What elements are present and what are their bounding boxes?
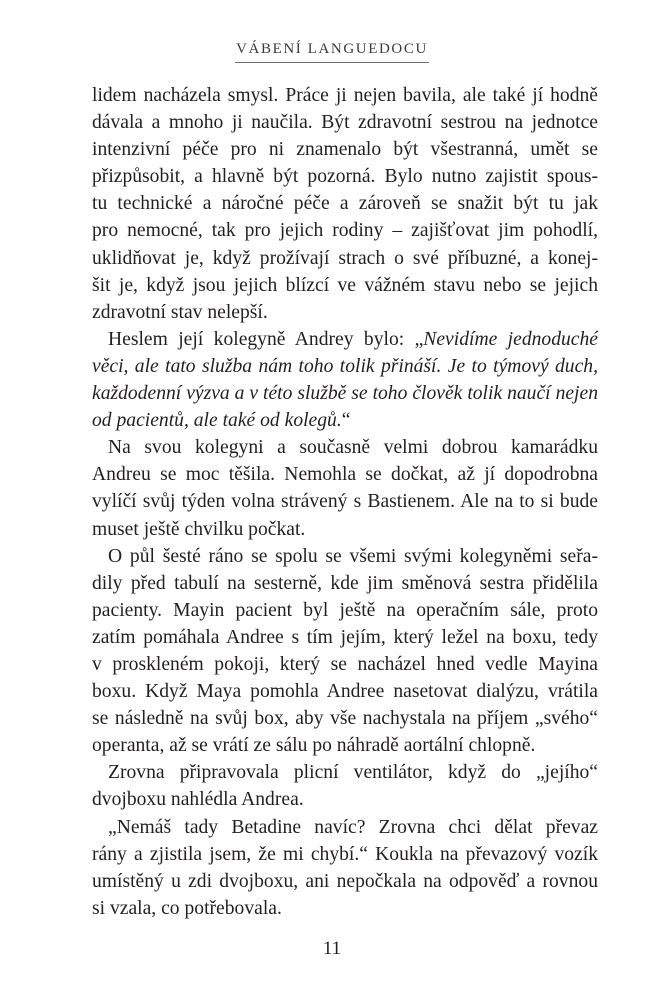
italic-text-segment: Nevidíme jednoduché — [423, 328, 598, 350]
text-segment: dávala a mnoho ji naučila. Být zdravotní sestrou na jednotce — [92, 112, 598, 134]
text-line — [92, 651, 598, 678]
text-segment: vylíčí svůj týden volna strávený s Bastienem. Ale na to si bude — [92, 491, 598, 513]
text-segment: umístěný u zdi dvojboxu, ani nepočkala na odpověď a rovnou — [92, 870, 598, 892]
text-line — [92, 841, 598, 868]
text-segment: intenzivní péče pro ni znamenalo být všestranná, umět se — [92, 139, 598, 161]
text-line — [92, 868, 598, 895]
text-segment: přizpůsobit, a hlavně být pozorná. Bylo nutno zajistit spous- — [92, 166, 598, 188]
text-line — [92, 272, 598, 299]
text-segment: operanta, až se vrátí ze sálu po náhradě aortální chlopně. — [92, 735, 536, 757]
text-segment: v proskleném pokoji, který se nacházel hned vedle Mayina — [92, 653, 598, 675]
text-line — [92, 326, 598, 353]
text-line — [92, 732, 598, 759]
text-segment: „Nemáš tady Betadine navíc? Zrovna chci dělat převaz — [108, 816, 598, 838]
text-segment: se následně na svůj box, aby vše nachystala na příjem „svého“ — [92, 708, 598, 730]
text-line — [92, 597, 598, 624]
text-line — [92, 245, 598, 272]
page-number: 11 — [322, 938, 342, 959]
text-line — [92, 488, 598, 515]
italic-text-segment: od pacientů, ale také od kolegů. — [92, 410, 342, 432]
text-segment: pacienty. Mayin pacient byl ještě na operačním sále, proto — [92, 599, 598, 621]
text-segment: dvojboxu nahlédla Andrea. — [92, 789, 304, 811]
text-segment: rány a zjistila jsem, že mi chybí.“ Koukla na převazový vozík — [92, 843, 598, 865]
text-line — [92, 759, 598, 786]
text-line — [92, 163, 598, 190]
text-line — [92, 461, 598, 488]
text-line — [92, 190, 598, 217]
running-head-title: VÁBENÍ LANGUEDOCU — [235, 39, 429, 63]
text-line — [92, 407, 598, 434]
text-segment: lidem nacházela smysl. Práce ji nejen bavila, ale také jí hodně — [92, 85, 598, 106]
running-head — [0, 38, 664, 63]
text-line — [92, 109, 598, 136]
text-line — [92, 678, 598, 705]
text-line — [92, 217, 598, 244]
text-segment: Zrovna připravovala plicní ventilátor, když do „jejího“ — [108, 762, 598, 784]
body-text — [92, 82, 598, 922]
text-line — [92, 516, 598, 543]
text-line — [92, 895, 598, 922]
text-line — [92, 353, 598, 380]
text-line — [92, 786, 598, 813]
text-segment: Andreu se moc těšila. Nemohla se dočkat, až jí dopodrobna — [92, 464, 598, 486]
text-segment: muset ještě chvilku počkat. — [92, 518, 306, 540]
text-line — [92, 82, 598, 109]
text-line — [92, 543, 598, 570]
text-line — [92, 814, 598, 841]
text-segment: dily před tabulí na sesterně, kde jim směnová sestra přidělila — [92, 572, 598, 594]
text-line — [92, 434, 598, 461]
text-line — [92, 380, 598, 407]
text-segment: O půl šesté ráno se spolu se všemi svými kolegyněmi seřa- — [108, 545, 598, 567]
text-line — [92, 570, 598, 597]
text-segment: šit je, když jsou jejich blízcí ve vážném stavu nebo se jejich — [92, 274, 598, 296]
text-segment: zatím pomáhala Andree s tím jejím, který ležel na boxu, tedy — [92, 626, 598, 648]
text-line — [92, 705, 598, 732]
text-line — [92, 624, 598, 651]
text-segment: uklidňovat je, když prožívají strach o své příbuzné, a konej- — [92, 247, 598, 269]
text-segment: pro nemocné, tak pro jejich rodiny – zajišťovat jim pohodlí, — [92, 220, 598, 242]
text-segment: boxu. Když Maya pomohla Andree nasetovat dialýzu, vrátila — [92, 681, 598, 703]
text-segment: “ — [341, 410, 351, 432]
italic-text-segment: věci, ale tato služba nám toho tolik přináší. Je to týmový duch, — [92, 355, 598, 377]
text-segment: Na svou kolegyni a současně velmi dobrou kamarádku — [108, 437, 598, 459]
italic-text-segment: každodenní výzva a v této službě se toho člověk tolik naučí nejen — [92, 383, 598, 405]
text-segment: zdravotní stav nelepší. — [92, 301, 268, 323]
text-segment: tu technické a náročné péče a zároveň se snažit být tu jak — [92, 193, 598, 215]
text-segment: si vzala, co potřebovala. — [92, 897, 282, 919]
text-line — [92, 299, 598, 326]
text-line — [92, 136, 598, 163]
text-segment: Heslem její kolegyně Andrey bylo: „ — [108, 328, 424, 350]
